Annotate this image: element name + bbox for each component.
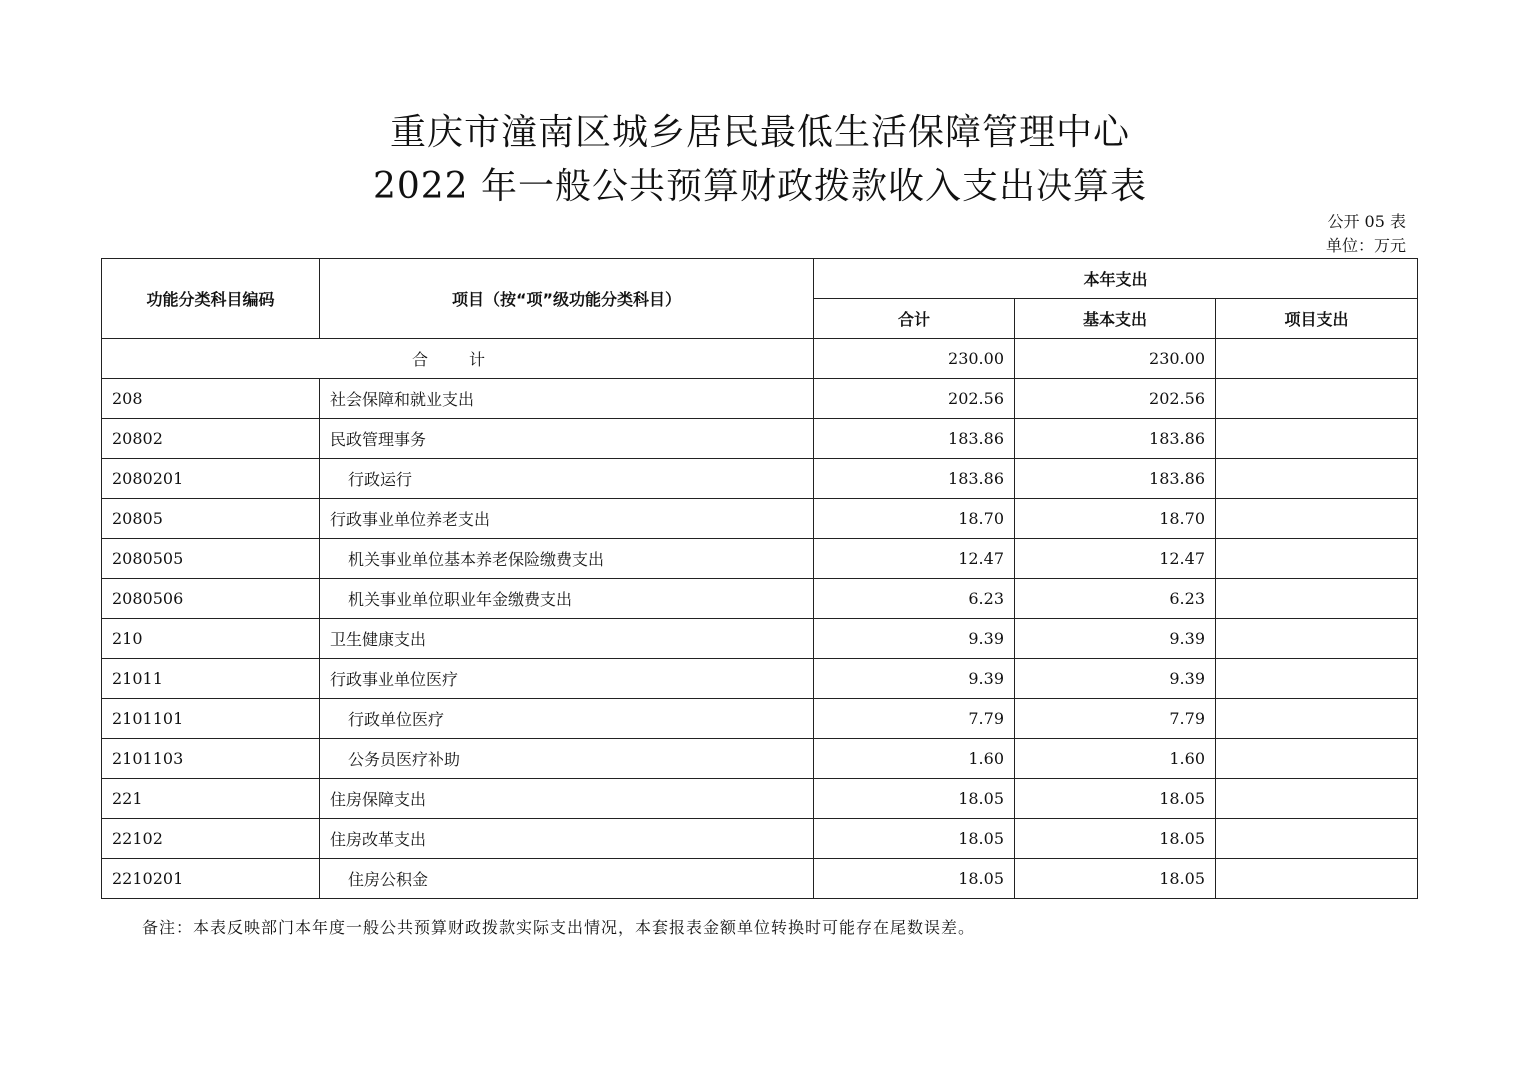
table-row [102,659,1418,699]
row-total: 9.39 [814,619,1015,659]
header-total: 合计 [814,299,1015,339]
header-project: 项目支出 [1216,299,1418,339]
row-total: 202.56 [814,379,1015,419]
row-name: 行政事业单位医疗 [320,659,814,699]
row-total: 6.23 [814,579,1015,619]
row-basic: 202.56 [1015,379,1216,419]
row-project [1216,579,1418,619]
row-total: 183.86 [814,419,1015,459]
row-project [1216,419,1418,459]
total-amount: 230.00 [814,339,1015,379]
row-total: 18.05 [814,859,1015,899]
total-basic: 230.00 [1015,339,1216,379]
table-row [102,459,1418,499]
total-label: 合 计 [102,339,814,379]
row-total: 7.79 [814,699,1015,739]
row-basic: 183.86 [1015,459,1216,499]
header-item: 项目（按“项”级功能分类科目） [320,259,814,339]
row-project [1216,779,1418,819]
row-total: 9.39 [814,659,1015,699]
row-project [1216,819,1418,859]
table-row [102,379,1418,419]
table-row [102,419,1418,459]
row-code: 2080201 [102,459,320,499]
row-name: 卫生健康支出 [320,619,814,659]
row-project [1216,659,1418,699]
row-code: 221 [102,779,320,819]
row-total: 183.86 [814,459,1015,499]
table-row [102,619,1418,659]
table-row [102,539,1418,579]
row-project [1216,379,1418,419]
row-basic: 12.47 [1015,539,1216,579]
row-code: 210 [102,619,320,659]
row-name: 机关事业单位基本养老保险缴费支出 [320,539,814,579]
row-name: 行政事业单位养老支出 [320,499,814,539]
row-project [1216,539,1418,579]
row-basic: 7.79 [1015,699,1216,739]
row-code: 2210201 [102,859,320,899]
row-code: 21011 [102,659,320,699]
row-basic: 1.60 [1015,739,1216,779]
report-title-line2: 2022 年一般公共预算财政拨款收入支出决算表 [372,166,1148,207]
row-code: 2101101 [102,699,320,739]
row-code: 208 [102,379,320,419]
row-name: 社会保障和就业支出 [320,379,814,419]
row-name: 行政运行 [320,459,814,499]
row-project [1216,459,1418,499]
table-row [102,699,1418,739]
row-basic: 18.05 [1015,779,1216,819]
table-row [102,579,1418,619]
row-basic: 9.39 [1015,619,1216,659]
header-year-expense: 本年支出 [814,259,1418,299]
total-project [1216,339,1418,379]
table-row [102,859,1418,899]
row-project [1216,699,1418,739]
header-basic: 基本支出 [1015,299,1216,339]
row-project [1216,499,1418,539]
row-code: 2080505 [102,539,320,579]
row-basic: 18.70 [1015,499,1216,539]
row-total: 1.60 [814,739,1015,779]
row-basic: 6.23 [1015,579,1216,619]
row-name: 行政单位医疗 [320,699,814,739]
row-name: 住房保障支出 [320,779,814,819]
row-name: 机关事业单位职业年金缴费支出 [320,579,814,619]
row-total: 18.05 [814,779,1015,819]
row-basic: 18.05 [1015,859,1216,899]
row-total: 12.47 [814,539,1015,579]
table-row [102,819,1418,859]
header-code: 功能分类科目编码 [102,259,320,339]
unit-label: 单位：万元 [1325,236,1406,255]
row-project [1216,859,1418,899]
table-row [102,499,1418,539]
row-name: 住房公积金 [320,859,814,899]
table-row [102,779,1418,819]
budget-table [101,258,1418,899]
row-basic: 183.86 [1015,419,1216,459]
row-total: 18.05 [814,819,1015,859]
row-name: 公务员医疗补助 [320,739,814,779]
row-code: 20805 [102,499,320,539]
row-name: 住房改革支出 [320,819,814,859]
row-project [1216,739,1418,779]
row-project [1216,619,1418,659]
footnote: 备注：本表反映部门本年度一般公共预算财政拨款实际支出情况，本套报表金额单位转换时可能存在尾数误差。 [142,918,976,937]
row-basic: 9.39 [1015,659,1216,699]
row-name: 民政管理事务 [320,419,814,459]
table-row [102,739,1418,779]
row-code: 2101103 [102,739,320,779]
row-basic: 18.05 [1015,819,1216,859]
total-row [102,339,1418,379]
row-code: 22102 [102,819,320,859]
row-code: 2080506 [102,579,320,619]
row-total: 18.70 [814,499,1015,539]
report-title-line1: 重庆市潼南区城乡居民最低生活保障管理中心 [389,112,1130,153]
form-number: 公开 05 表 [1327,212,1406,231]
row-code: 20802 [102,419,320,459]
